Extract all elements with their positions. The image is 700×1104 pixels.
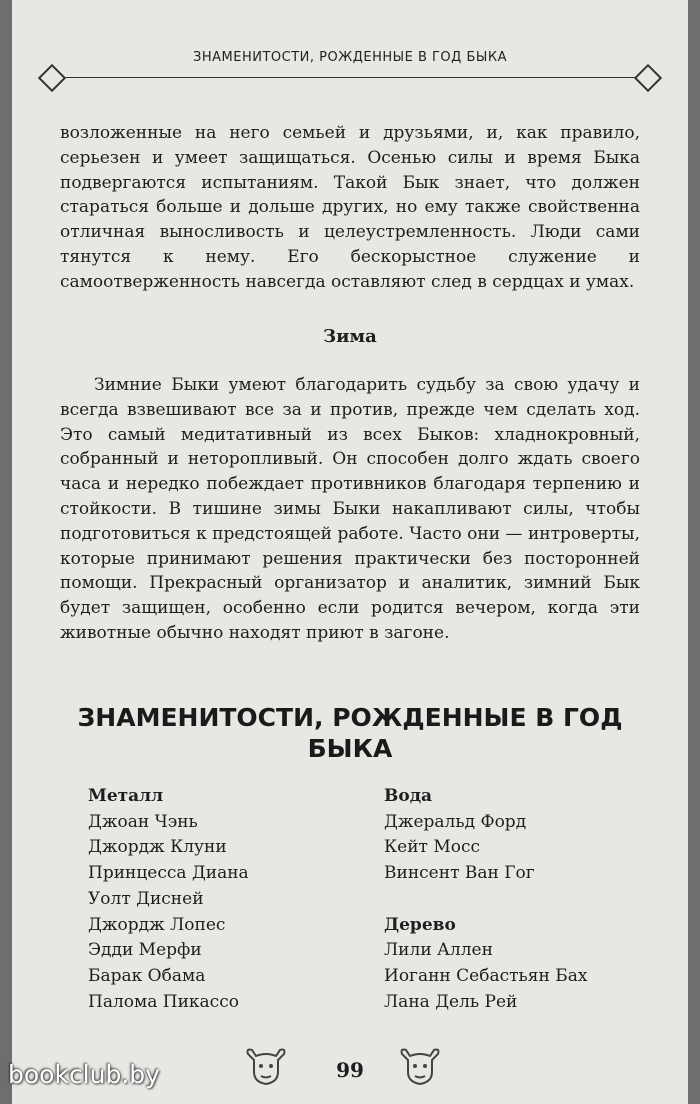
wood-heading: Дерево xyxy=(384,914,456,935)
celebrity-name: Лана Дель Рей xyxy=(384,991,518,1012)
celebrity-name: Джордж Лопес xyxy=(88,914,226,935)
celebrity-name: Лили Аллен xyxy=(384,940,493,961)
metal-column xyxy=(88,784,249,1015)
winter-paragraph: Зимние Быки умеют благодарить судьбу за свою удачу и всегда взвешивают все за и против, прежде чем сделать ход. Это самый медитативный из всех Быков: хладнокровный, собранный и неторопливый. Он способен долго ждать своего часа и нередко побеждает противников благодаря терпению и стойкости. В тишине зимы Быки накапливают силы, чтобы подготовиться к предстоящей работе. Часто они — интроверты, которые принимают решения практически без посторонней помощи. Прекрасный организатор и аналитик, зимний Бык будет защищен, особенно если родится вечером, когда эти животные обычно находят приют в загоне. xyxy=(60,375,640,643)
water-heading: Вода xyxy=(384,786,433,806)
celebrity-name: Джоан Чэнь xyxy=(88,811,198,832)
intro-paragraph: возложенные на него семьей и друзьями, и, как правило, серьезен и умеет защищаться. Осенью силы и время Быка подвергаются испытаниям. Такой Бык знает, что должен стараться больше и дольше других, но ему также свойственна отличная выносливость и целеустремленность. Люди сами тянутся к нему. Его бескорыстное служение и самоотверженность навсегда оставляют след в сердцах и умах. xyxy=(60,123,640,292)
celebrity-name: Принцесса Диана xyxy=(88,863,249,884)
celebrity-name: Уолт Дисней xyxy=(88,888,204,909)
section-title: ЗНАМЕНИТОСТИ, РОЖДЕННЫЕ В ГОД БЫКА xyxy=(77,703,623,763)
celebrity-name: Джеральд Форд xyxy=(384,811,527,832)
celebrity-name: Барак Обама xyxy=(88,965,206,986)
page-number: 99 xyxy=(336,1058,364,1082)
ornament-rule xyxy=(46,77,654,78)
metal-heading: Металл xyxy=(88,786,164,806)
celebrity-name: Джордж Клуни xyxy=(88,837,227,858)
knot-ornament-icon xyxy=(38,64,66,92)
site-watermark: bookclub.by xyxy=(8,1060,160,1089)
book-page xyxy=(12,0,688,1104)
celebrity-name: Иоганн Себастьян Бах xyxy=(384,965,588,986)
celebrity-name: Палома Пикассо xyxy=(88,991,239,1012)
knot-ornament-icon xyxy=(634,64,662,92)
column-gap xyxy=(384,887,587,913)
running-head: ЗНАМЕНИТОСТИ, РОЖДЕННЫЕ В ГОД БЫКА xyxy=(193,50,507,65)
water-wood-column xyxy=(384,784,587,1015)
celebrity-name: Кейт Мосс xyxy=(384,837,481,858)
winter-heading: Зима xyxy=(323,326,377,347)
celebrity-name: Эдди Мерфи xyxy=(88,940,202,961)
celebrity-name: Винсент Ван Гог xyxy=(384,863,535,884)
ox-head-icon xyxy=(398,1046,442,1086)
